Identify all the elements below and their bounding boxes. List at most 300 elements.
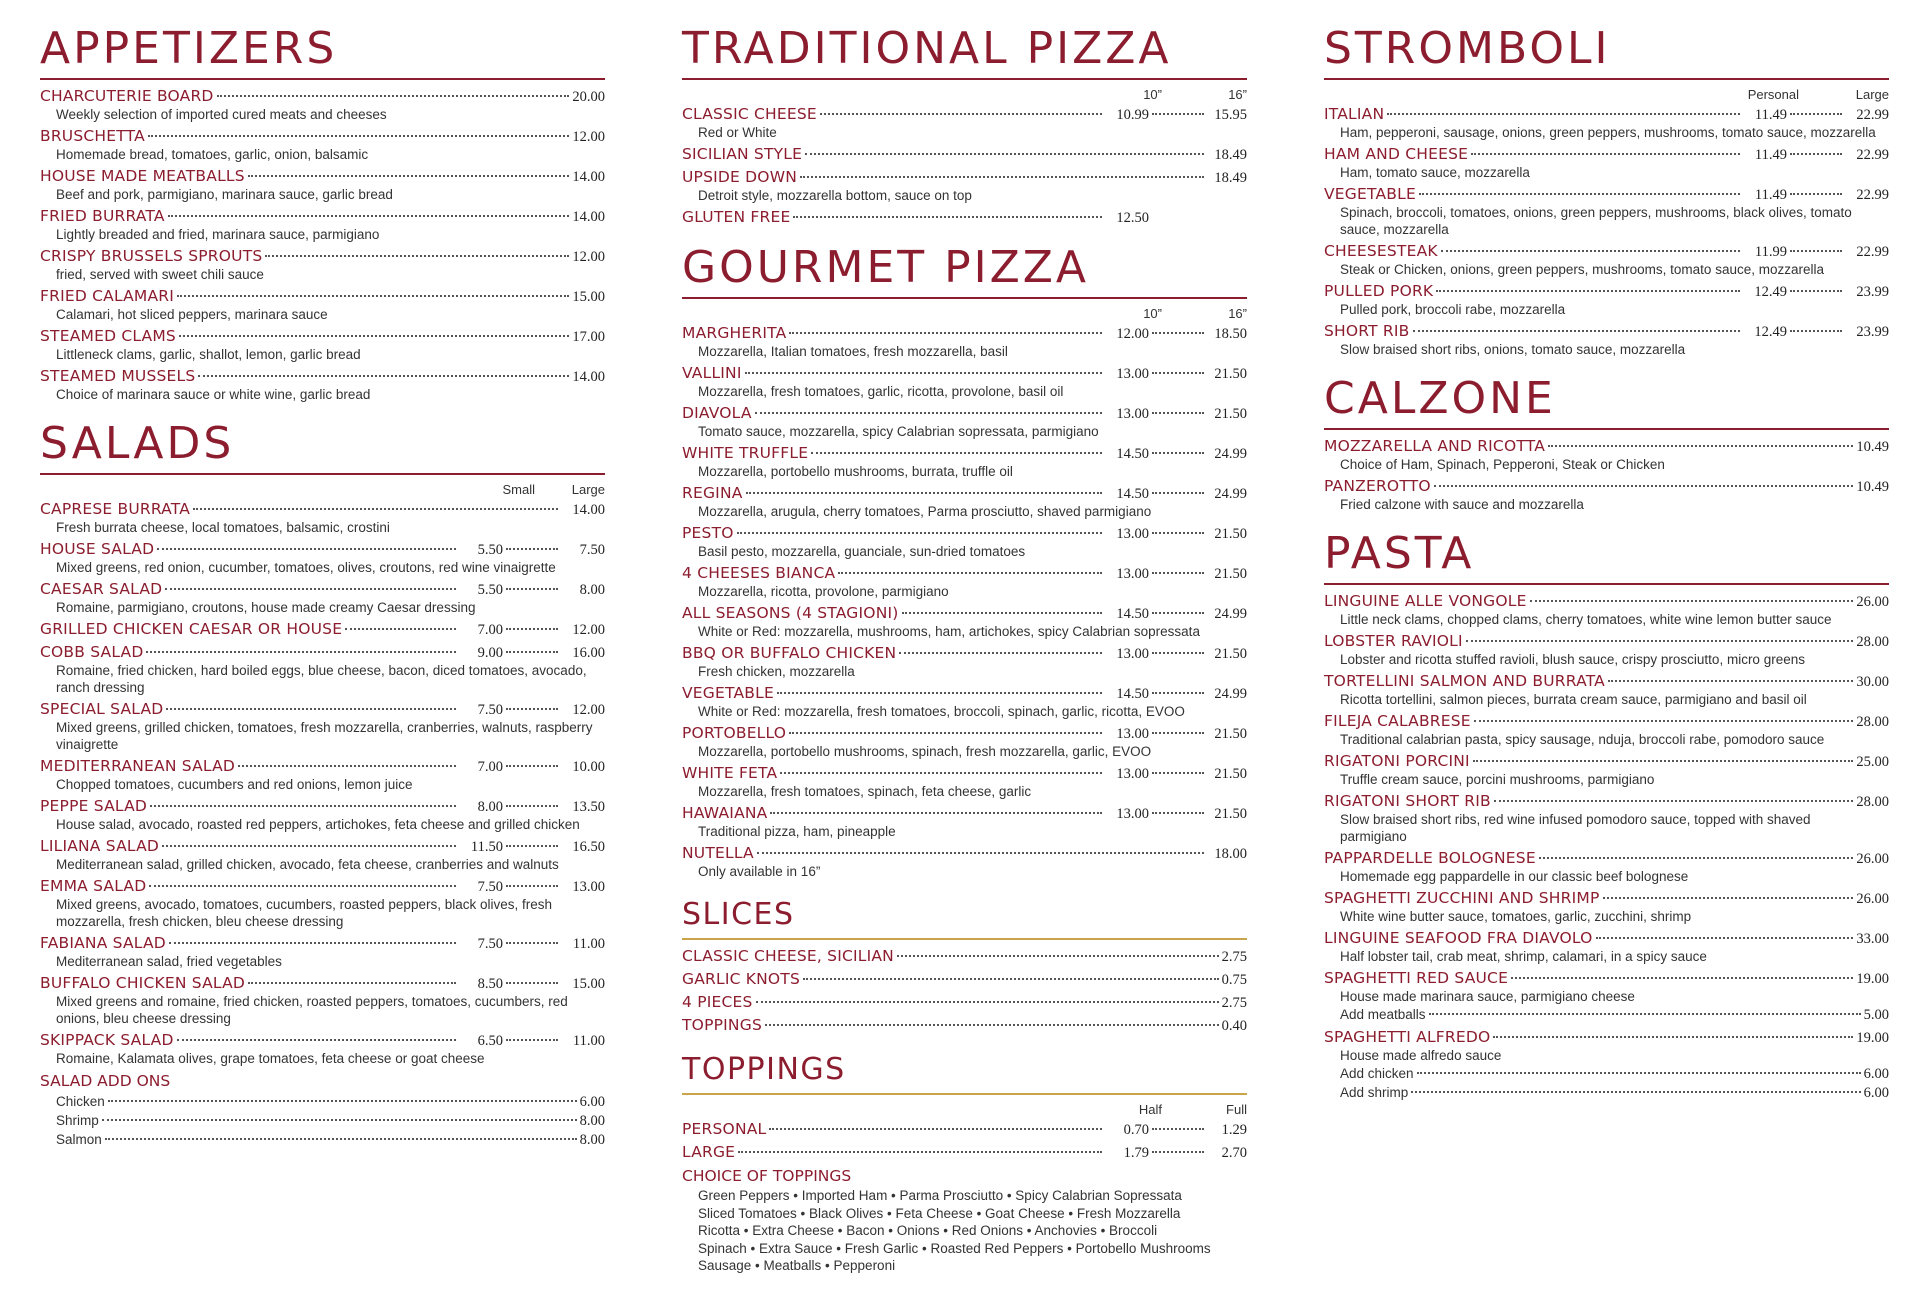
price-second: 21.50 xyxy=(1214,526,1247,542)
menu-item xyxy=(1324,241,1889,278)
toppings-list xyxy=(682,1119,1247,1162)
menu-item-row xyxy=(682,483,1247,503)
item-description: Truffle cream sauce, porcini mushrooms, parmigiano xyxy=(1340,772,1655,787)
item-extras xyxy=(1324,1064,1889,1102)
price-column-headers xyxy=(1324,86,1889,104)
item-description: Spinach, broccoli, tomatoes, onions, green peppers, mushrooms, black olives, tomato sauce, mozzarella xyxy=(1340,205,1852,237)
menu-item-row xyxy=(40,756,605,776)
item-name: SICILIAN STYLE xyxy=(682,145,803,163)
dot-leader xyxy=(838,572,1102,574)
dot-leader xyxy=(789,332,1102,334)
item-description: Chopped tomatoes, cucumbers and red onions, lemon juice xyxy=(56,777,413,792)
pasta-section xyxy=(1324,529,1889,1102)
add-on-name: Chicken xyxy=(56,1094,105,1109)
menu-item-row xyxy=(40,973,605,993)
price-second: 10.00 xyxy=(572,759,605,775)
item-name: REGINA xyxy=(682,484,743,502)
menu-item-row xyxy=(40,286,605,306)
item-name: WHITE FETA xyxy=(682,764,778,782)
dot-leader xyxy=(1471,153,1740,155)
add-on-name: Salmon xyxy=(56,1132,102,1147)
dot-leader xyxy=(1387,113,1740,115)
dot-leader xyxy=(165,588,456,590)
price-header-10-inch: 10” xyxy=(1143,306,1162,321)
item-description: Homemade bread, tomatoes, garlic, onion, balsamic xyxy=(56,147,369,162)
section-divider xyxy=(682,297,1247,299)
dot-leader xyxy=(793,216,1102,218)
price-second: 22.99 xyxy=(1856,147,1889,163)
menu-item xyxy=(1324,281,1889,318)
menu-item-row xyxy=(1324,848,1889,868)
section-title-appetizers: APPETIZERS xyxy=(40,23,338,74)
dot-leader xyxy=(1539,857,1854,859)
dot-leader xyxy=(811,452,1102,454)
dot-leader xyxy=(1152,612,1204,614)
price-first: 0.70 xyxy=(1123,1122,1149,1138)
dot-leader xyxy=(1152,652,1204,654)
dot-leader xyxy=(238,765,456,767)
price-second: 14.00 xyxy=(572,502,605,518)
dot-leader xyxy=(193,508,558,510)
menu-column-left xyxy=(40,24,605,1165)
dot-leader xyxy=(1441,250,1740,252)
price-first: 11.99 xyxy=(1754,244,1787,260)
salads-list xyxy=(40,499,605,1067)
menu-item xyxy=(40,796,605,833)
item-price: 25.00 xyxy=(1856,754,1889,770)
price-second: 18.49 xyxy=(1214,147,1247,163)
item-description: Mixed greens and romaine, fried chicken, roasted peppers, tomatoes, cucumbers, red onions, bleu cheese dressing xyxy=(56,994,568,1026)
price-second: 21.50 xyxy=(1214,566,1247,582)
dot-leader xyxy=(897,955,1219,957)
menu-item xyxy=(682,167,1247,204)
price-first: 11.50 xyxy=(470,839,503,855)
price-first: 13.00 xyxy=(1116,366,1149,382)
price-header-small: Small xyxy=(502,482,535,497)
item-description: Mozzarella, fresh tomatoes, spinach, feta cheese, garlic xyxy=(698,784,1032,799)
item-name: SPAGHETTI ZUCCHINI AND SHRIMP xyxy=(1324,889,1600,907)
menu-item-row xyxy=(40,836,605,856)
dot-leader xyxy=(105,1138,577,1140)
item-description: Tomato sauce, mozzarella, spicy Calabrian sopressata, parmigiano xyxy=(698,424,1099,439)
dot-leader xyxy=(506,805,558,807)
menu-item-row xyxy=(682,1119,1247,1139)
section-divider xyxy=(682,78,1247,80)
dot-leader xyxy=(506,651,558,653)
extra-row xyxy=(1340,1005,1889,1024)
dot-leader xyxy=(506,548,558,550)
menu-item xyxy=(1324,711,1889,748)
item-price: 26.00 xyxy=(1856,891,1889,907)
pasta-list xyxy=(1324,591,1889,1102)
dot-leader xyxy=(1603,897,1854,899)
menu-item-row xyxy=(682,723,1247,743)
menu-item xyxy=(682,603,1247,640)
section-title-traditional-pizza: TRADITIONAL PIZZA xyxy=(682,23,1172,74)
price-first: 7.00 xyxy=(477,622,503,638)
price-first: 7.50 xyxy=(477,702,503,718)
stromboli-section xyxy=(1324,24,1889,358)
menu-item xyxy=(682,723,1247,760)
menu-item xyxy=(682,523,1247,560)
price-second: 22.99 xyxy=(1856,187,1889,203)
item-price: 19.00 xyxy=(1856,1030,1889,1046)
item-price: 20.00 xyxy=(572,89,605,105)
traditional-pizza-section xyxy=(682,24,1247,227)
item-name: CAESAR SALAD xyxy=(40,580,163,598)
topping-options-line: Sausage • Meatballs • Pepperoni xyxy=(698,1258,896,1273)
menu-item xyxy=(682,483,1247,520)
dot-leader xyxy=(738,1151,1102,1153)
dot-leader xyxy=(1152,572,1204,574)
salads-section xyxy=(40,419,605,1149)
item-name: MEDITERRANEAN SALAD xyxy=(40,757,236,775)
add-on-row xyxy=(56,1111,605,1130)
item-name: STEAMED MUSSELS xyxy=(40,367,196,385)
price-first: 14.50 xyxy=(1116,686,1149,702)
item-description: House made alfredo sauce xyxy=(1340,1048,1502,1063)
price-second: 18.50 xyxy=(1214,326,1247,342)
menu-item xyxy=(1324,321,1889,358)
price-first: 14.50 xyxy=(1116,446,1149,462)
price-first: 7.50 xyxy=(477,936,503,952)
menu-item xyxy=(40,579,605,616)
item-name: NUTELLA xyxy=(682,844,754,862)
item-name: UPSIDE DOWN xyxy=(682,168,798,186)
topping-options-line: Green Peppers • Imported Ham • Parma Prosciutto • Spicy Calabrian Sopressata xyxy=(698,1188,1182,1203)
price-first: 12.49 xyxy=(1754,284,1787,300)
dot-leader xyxy=(506,982,558,984)
item-description: Beef and pork, parmigiano, marinara sauce, garlic bread xyxy=(56,187,393,202)
dot-leader xyxy=(820,113,1102,115)
price-second: 12.00 xyxy=(572,702,605,718)
menu-item-row xyxy=(682,1142,1247,1162)
item-description: Romaine, parmigiano, croutons, house made creamy Caesar dressing xyxy=(56,600,476,615)
dot-leader xyxy=(1413,330,1740,332)
menu-item-row xyxy=(682,946,1247,966)
item-description: Red or White xyxy=(698,125,777,140)
dot-leader xyxy=(1494,800,1854,802)
dot-leader xyxy=(1530,600,1854,602)
menu-item-row xyxy=(682,563,1247,583)
menu-item-row xyxy=(40,876,605,896)
price-column-headers xyxy=(682,1101,1247,1119)
price-first: 7.50 xyxy=(477,879,503,895)
item-description: Ham, pepperoni, sausage, onions, green peppers, mushrooms, tomato sauce, mozzarella xyxy=(1340,125,1876,140)
item-description: Little neck clams, chopped clams, cherry tomatoes, white wine lemon butter sauce xyxy=(1340,612,1832,627)
price-second: 21.50 xyxy=(1214,406,1247,422)
price-first: 10.99 xyxy=(1116,107,1149,123)
price-second: 21.50 xyxy=(1214,726,1247,742)
price-first: 13.00 xyxy=(1116,566,1149,582)
menu-item xyxy=(40,326,605,363)
menu-item xyxy=(40,499,605,536)
item-description: Mediterranean salad, grilled chicken, avocado, feta cheese, cranberries and walnuts xyxy=(56,857,559,872)
add-on-price: 6.00 xyxy=(579,1094,605,1110)
item-name: CAPRESE BURRATA xyxy=(40,500,191,518)
item-price: 26.00 xyxy=(1856,851,1889,867)
item-price: 28.00 xyxy=(1856,794,1889,810)
price-first: 13.00 xyxy=(1116,806,1149,822)
price-second: 24.99 xyxy=(1214,686,1247,702)
price-second: 23.99 xyxy=(1856,324,1889,340)
item-price: 28.00 xyxy=(1856,634,1889,650)
dot-leader xyxy=(150,805,456,807)
menu-item-row xyxy=(1324,321,1889,341)
item-price: 14.00 xyxy=(572,169,605,185)
item-description: Weekly selection of imported cured meats and cheeses xyxy=(56,107,387,122)
extra-price: 5.00 xyxy=(1863,1007,1889,1023)
menu-item xyxy=(40,836,605,873)
item-name: LILIANA SALAD xyxy=(40,837,160,855)
menu-item-row xyxy=(40,1030,605,1050)
item-description: White or Red: mozzarella, fresh tomatoes, broccoli, spinach, garlic, ricotta, EVOO xyxy=(698,704,1185,719)
price-second: 15.00 xyxy=(572,976,605,992)
price-first: 7.00 xyxy=(477,759,503,775)
dot-leader xyxy=(1473,760,1854,762)
menu-item-row xyxy=(1324,436,1889,456)
section-title-salads: SALADS xyxy=(40,418,235,469)
menu-item-row xyxy=(1324,751,1889,771)
item-name: 4 PIECES xyxy=(682,993,753,1011)
item-description: Mediterranean salad, fried vegetables xyxy=(56,954,282,969)
item-price: 26.00 xyxy=(1856,594,1889,610)
item-description: Lightly breaded and fried, marinara sauce, parmigiano xyxy=(56,227,380,242)
menu-item-row xyxy=(682,683,1247,703)
menu-item-row xyxy=(682,843,1247,863)
price-first: 12.50 xyxy=(1116,210,1149,226)
section-title-slices: SLICES xyxy=(682,897,795,932)
menu-item-row xyxy=(40,619,605,639)
price-second: 24.99 xyxy=(1214,486,1247,502)
menu-item xyxy=(40,126,605,163)
menu-item-row xyxy=(682,167,1247,187)
menu-item xyxy=(682,443,1247,480)
topping-options-line: Spinach • Extra Sauce • Fresh Garlic • Roasted Red Peppers • Portobello Mushrooms xyxy=(698,1240,1211,1256)
menu-item xyxy=(40,1030,605,1067)
price-first: 8.50 xyxy=(477,976,503,992)
stromboli-list xyxy=(1324,104,1889,358)
section-divider xyxy=(1324,583,1889,585)
price-second: 16.00 xyxy=(572,645,605,661)
dot-leader xyxy=(1152,532,1204,534)
dot-leader xyxy=(899,652,1102,654)
item-description: Half lobster tail, crab meat, shrimp, calamari, in a spicy sauce xyxy=(1340,949,1707,964)
dot-leader xyxy=(248,175,570,177)
item-price: 12.00 xyxy=(572,249,605,265)
menu-item-row xyxy=(1324,968,1889,988)
menu-item-row xyxy=(682,144,1247,164)
menu-item xyxy=(40,933,605,970)
menu-item-row xyxy=(1324,631,1889,651)
menu-item-row xyxy=(40,86,605,106)
item-name: LINGUINE SEAFOOD FRA DIAVOLO xyxy=(1324,929,1593,947)
item-name: CLASSIC CHEESE, SICILIAN xyxy=(682,947,894,965)
price-header-large: Large xyxy=(1855,87,1889,102)
menu-item xyxy=(40,166,605,203)
menu-item xyxy=(682,946,1247,966)
menu-item-row xyxy=(1324,144,1889,164)
section-title-calzone: CALZONE xyxy=(1324,373,1556,424)
item-extras xyxy=(1324,1005,1889,1024)
dot-leader xyxy=(902,612,1102,614)
menu-item-row xyxy=(1324,241,1889,261)
price-first: 9.00 xyxy=(477,645,503,661)
price-second: 15.95 xyxy=(1214,107,1247,123)
item-description: Mozzarella, arugula, cherry tomatoes, Parma prosciutto, shaved parmigiano xyxy=(698,504,1152,519)
price-header-10-inch: 10” xyxy=(1143,87,1162,102)
item-name: ITALIAN xyxy=(1324,105,1385,123)
menu-item xyxy=(40,756,605,793)
item-description: Lobster and ricotta stuffed ravioli, blush sauce, crispy prosciutto, micro greens xyxy=(1340,652,1805,667)
menu-item-row xyxy=(682,969,1247,989)
dot-leader xyxy=(1466,640,1854,642)
menu-item xyxy=(682,969,1247,989)
item-description: Mozzarella, portobello mushrooms, spinach, fresh mozzarella, garlic, EVOO xyxy=(698,744,1152,759)
item-name: GLUTEN FREE xyxy=(682,208,791,226)
price-first: 11.49 xyxy=(1754,147,1787,163)
section-divider xyxy=(682,938,1247,940)
dot-leader xyxy=(1152,412,1204,414)
price-first: 12.49 xyxy=(1754,324,1787,340)
add-on-row xyxy=(56,1092,605,1111)
traditional-pizza-list xyxy=(682,104,1247,227)
dot-leader xyxy=(800,176,1204,178)
menu-item xyxy=(682,104,1247,141)
price-first: 14.50 xyxy=(1116,486,1149,502)
dot-leader xyxy=(217,95,570,97)
menu-item-row xyxy=(682,323,1247,343)
price-first: 13.00 xyxy=(1116,526,1149,542)
item-name: PULLED PORK xyxy=(1324,282,1434,300)
item-price: 14.00 xyxy=(572,209,605,225)
menu-item-row xyxy=(40,499,605,519)
menu-item-row xyxy=(682,1015,1247,1035)
item-price: 2.75 xyxy=(1221,995,1247,1011)
extra-name: Add meatballs xyxy=(1340,1007,1426,1022)
menu-item xyxy=(40,876,605,930)
dot-leader xyxy=(169,942,456,944)
item-description: White wine butter sauce, tomatoes, garlic, zucchini, shrimp xyxy=(1340,909,1692,924)
dot-leader xyxy=(177,1039,456,1041)
menu-item-row xyxy=(1324,888,1889,908)
menu-item xyxy=(40,366,605,403)
menu-item-row xyxy=(1324,671,1889,691)
item-name: LARGE xyxy=(682,1143,736,1161)
item-price: 2.75 xyxy=(1221,949,1247,965)
item-description: Choice of marinara sauce or white wine, garlic bread xyxy=(56,387,371,402)
price-header-personal: Personal xyxy=(1747,87,1799,102)
dot-leader xyxy=(765,1024,1219,1026)
calzone-section xyxy=(1324,374,1889,513)
price-second: 21.50 xyxy=(1214,646,1247,662)
price-second: 8.00 xyxy=(579,582,605,598)
item-name: MARGHERITA xyxy=(682,324,787,342)
dot-leader xyxy=(148,135,569,137)
dot-leader xyxy=(1790,193,1842,195)
item-description: Slow braised short ribs, onions, tomato sauce, mozzarella xyxy=(1340,342,1686,357)
menu-item xyxy=(682,803,1247,840)
menu-item xyxy=(682,1015,1247,1035)
item-name: MOZZARELLA AND RICOTTA xyxy=(1324,437,1546,455)
item-description: Ham, tomato sauce, mozzarella xyxy=(1340,165,1530,180)
section-divider xyxy=(40,473,605,475)
item-name: DIAVOLA xyxy=(682,404,752,422)
item-description: Mozzarella, fresh tomatoes, garlic, ricotta, provolone, basil oil xyxy=(698,384,1064,399)
menu-item xyxy=(682,843,1247,880)
dot-leader xyxy=(506,1039,558,1041)
price-second: 22.99 xyxy=(1856,244,1889,260)
item-description: Mixed greens, grilled chicken, tomatoes, fresh mozzarella, cranberries, walnuts, raspberry vinaigrette xyxy=(56,720,593,752)
dot-leader xyxy=(1790,113,1842,115)
dot-leader xyxy=(1152,1128,1204,1130)
extra-name: Add chicken xyxy=(1340,1066,1414,1081)
menu-item xyxy=(1324,671,1889,708)
add-on-price: 8.00 xyxy=(579,1132,605,1148)
item-name: PERSONAL xyxy=(682,1120,767,1138)
item-name: HOUSE MADE MEATBALLS xyxy=(40,167,245,185)
price-first: 5.50 xyxy=(477,582,503,598)
menu-item xyxy=(682,683,1247,720)
price-header-large: Large xyxy=(571,482,605,497)
menu-column-right xyxy=(1324,24,1889,1118)
menu-item-row xyxy=(1324,476,1889,496)
menu-item-row xyxy=(1324,928,1889,948)
item-price: 17.00 xyxy=(572,329,605,345)
menu-item xyxy=(1324,591,1889,628)
menu-item-row xyxy=(40,366,605,386)
menu-item xyxy=(40,642,605,696)
item-name: STEAMED CLAMS xyxy=(40,327,176,345)
price-first: 1.79 xyxy=(1123,1145,1149,1161)
dot-leader xyxy=(1790,330,1842,332)
dot-leader xyxy=(737,532,1102,534)
item-name: CLASSIC CHEESE xyxy=(682,105,817,123)
menu-item xyxy=(1324,888,1889,925)
menu-item xyxy=(682,1119,1247,1139)
price-second: 21.50 xyxy=(1214,366,1247,382)
item-name: PESTO xyxy=(682,524,734,542)
choice-of-toppings-list xyxy=(682,1187,1247,1275)
menu-item-row xyxy=(682,104,1247,124)
item-name: EMMA SALAD xyxy=(40,877,147,895)
dot-leader xyxy=(1608,680,1853,682)
menu-item-row xyxy=(682,763,1247,783)
price-second: 7.50 xyxy=(579,542,605,558)
menu-item-row xyxy=(40,579,605,599)
dot-leader xyxy=(506,942,558,944)
dot-leader xyxy=(345,628,456,630)
price-column-headers xyxy=(682,86,1247,104)
dot-leader xyxy=(805,153,1204,155)
section-divider xyxy=(1324,78,1889,80)
dot-leader xyxy=(1411,1091,1860,1093)
menu-item xyxy=(40,206,605,243)
item-price: 14.00 xyxy=(572,369,605,385)
price-first: 11.49 xyxy=(1754,107,1787,123)
menu-item-row xyxy=(682,643,1247,663)
price-second: 18.49 xyxy=(1214,170,1247,186)
extra-name: Add shrimp xyxy=(1340,1085,1409,1100)
menu-item-row xyxy=(40,699,605,719)
item-name: PORTOBELLO xyxy=(682,724,787,742)
menu-item xyxy=(1324,476,1889,513)
dot-leader xyxy=(1152,492,1204,494)
dot-leader xyxy=(803,978,1219,980)
menu-item xyxy=(1324,144,1889,181)
price-column-headers xyxy=(40,481,605,499)
dot-leader xyxy=(506,708,558,710)
